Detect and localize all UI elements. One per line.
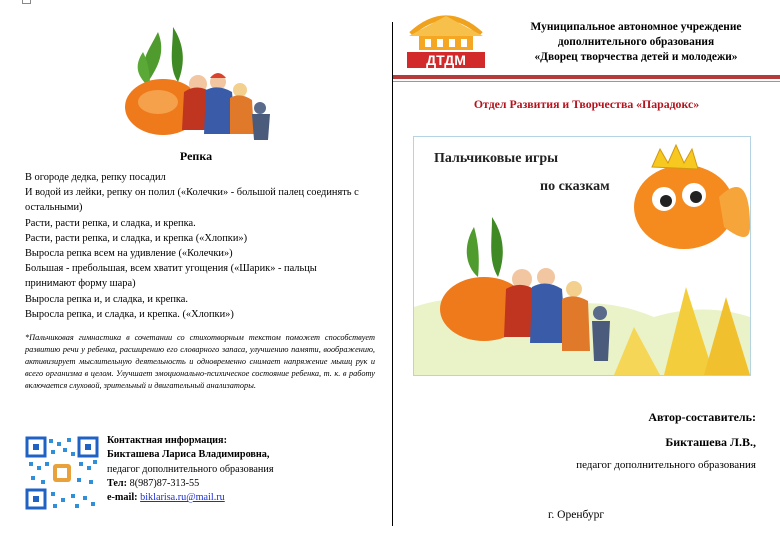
org-line: «Дворец творчества детей и молодежи» [534,51,738,63]
organization-name [501,20,771,65]
cover-image [413,136,751,376]
contact-heading: Контактная информация: [107,435,227,446]
poem-title: Репка [179,149,213,163]
author-position: педагог дополнительного образования [576,459,756,471]
header-rule [393,81,780,82]
city: г. Оренбург [548,509,605,521]
author-name: Бикташева Л.В., [665,435,756,449]
org-line: Муниципальное автономное учреждение [530,21,742,33]
contact-phone-row [107,477,377,491]
poem-line: Выросла репка, и сладка, и крепка. («Хлопки») [25,308,234,320]
contact-name: Бикташева Лариса Владимировна, [107,449,270,461]
logo-text: ДТДМ [426,52,466,68]
poem-line: И водой из лейки, репку он полил («Колечки» - большой палец соединять с остальными) [25,187,359,214]
contact-block [107,434,377,505]
poem-text [25,170,370,322]
turnip-illustration [118,22,278,144]
cover-title-line-1: Пальчиковые игры [434,151,559,166]
qr-code[interactable] [25,436,99,510]
email-label: e-mail: [107,492,138,504]
poem-line: Расти, расти репка, и сладка, и крепка («Хлопки») [25,232,248,244]
poem-line: Выросла репка и, и сладка, и крепка. [25,293,189,305]
poem-line: Расти, расти репка, и сладка, и крепка. [25,217,196,229]
cover-title-line-2: по сказкам [540,179,610,194]
poem-line: Большая - пребольшая, всем хватит угощения («Шарик» - пальцы принимают форму шара) [25,263,317,290]
department-title: Отдел Развития и Творчества «Парадокс» [473,97,700,111]
author-heading: Автор-составитель: [648,410,756,424]
phone-number: 8(987)87-313-55 [129,477,200,489]
poem-line: Выросла репка всем на удивление («Колечки») [25,248,233,260]
email-link[interactable]: biklarisa.ru@mail.ru [140,492,225,504]
phone-label: Тел: [107,477,128,489]
org-line: дополнительного образования [557,36,715,48]
header-band [393,75,780,79]
palace-logo [401,8,491,70]
contact-email-row [107,491,377,505]
cover-illustration [414,137,750,375]
right-page [393,0,780,538]
contact-position: педагог дополнительного образования [107,463,274,475]
gymnastics-note: *Пальчиковая гимнастика в сочетании со стихотворным текстом поможет способствует развитию речи у ребенка, расширению его словарного запаса, улучшению памяти, воображению, активизирует мыслительную деятельность и одновременно снимает напряжение мышц рук и всего организма в целом. Улучшает эмоционально-психическое состояние ребенка, т. к. в работу включается слуховой, зрительный и двигательный анализаторы. [25,333,375,390]
poem-line: В огороде дедка, репку посадил [25,172,166,183]
